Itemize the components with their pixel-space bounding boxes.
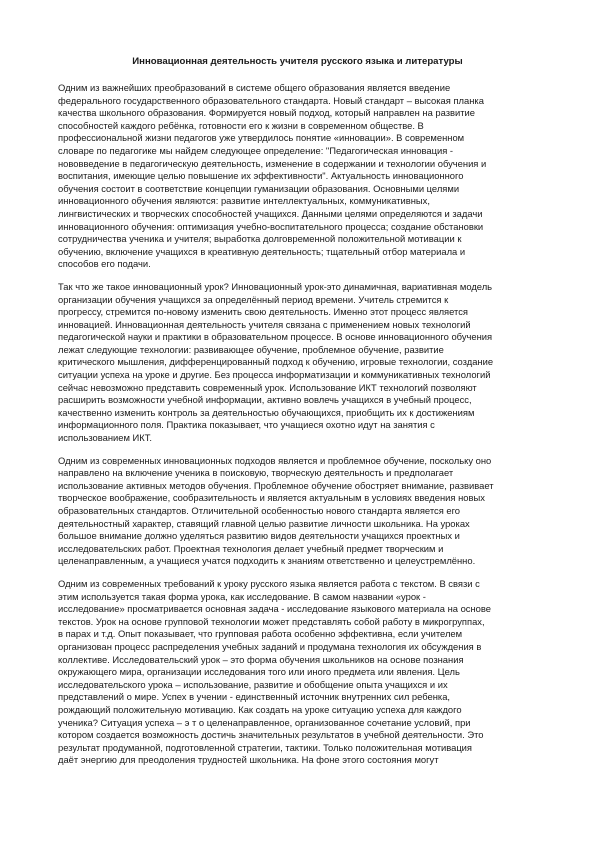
- paragraph-1: Одним из важнейших преобразований в системе общего образования является введение федерального государственного образовательного стандарта. Новый стандарт – высокая планка качества школьного образования. Формируется новый подход, который направлен на развитие способностей каждого ребёнка, готовности его к жизни в современном обществе. В профессиональной жизни педагогов уже утвердилось понятие «инновации». В современном словаре по педагогике мы найдем следующее определение: "Педагогическая инновация - нововведение в педагогическую деятельность, изменение в содержании и технологии обучения и воспитания, имеющие целью повышение их эффективности". Актуальность инновационного обучения состоит в соответствие концепции гуманизации образования. Основными целями инновационного обучения являются: развитие интеллектуальных, коммуникативных, лингвистических и творческих способностей учащихся. Данными целями определяются и задачи инновационного обучения: оптимизация учебно-воспитательного процесса; создание обстановки сотрудничества ученика и учителя; выработка долговременной положительной мотивации к обучению, включение учащихся в креативную деятельность; тщательный отбор материала и способов его подачи.: [58, 82, 487, 270]
- paragraph-4: Одним из современных требований к уроку русского языка является работа с текстом. В связи с этим используется такая форма урока, как исследование. В самом названии «урок - исследование» просматривается основная задача - исследование языкового материала на основе текстов. Урок на основе групповой технологии может представлять собой работу в микрогруппах, в парах и т.д. Опыт показывает, что групповая работа особенно эффективна, если учителем организован процесс распределения учебных заданий и продумана технология их обсуждения в коллективе. Исследовательский урок – это форма обучения школьников на основе познания окружающего мира, организации исследования того или иного предмета или явления. Цель исследовательского урока – использование, развитие и обобщение опыта учащихся и их представлений о мире. Успех в учении - единственный источник внутренних сил ребенка, рождающий положительную мотивацию. Как создать на уроке ситуацию успеха для каждого ученика? Ситуация успеха – э т о целенаправленное, организованное сочетание условий, при котором создается возможность достичь значительных результатов в учебной деятельности. Это результат продуманной, подготовленной стратегии, тактики. Только положительная мотивация даёт энергию для преодоления трудностей школьника. На фоне этого состояния могут: [58, 577, 491, 766]
- document-title: Инновационная деятельность учителя русского языка и литературы: [132, 56, 463, 67]
- paragraph-3: Одним из современных инновационных подходов является и проблемное обучение, поскольку оно направлено на включение ученика в поисковую, творческую деятельность и предполагает использование активных методов обучения. Проблемное обучение обостряет внимание, развивает творческое воображение, сообразительность и является актуальным в условиях введения новых образовательных стандартов. Отличительной особенностью нового стандарта является его деятельностный характер, ставящий главной целью развитие личности школьника. На уроках большое внимание должно уделяться развитию видов деятельности учащихся проектных и исследовательских работ. Проектная технология делает учебный предмет творческим и целенаправленным, а учащиеся учатся подходить к знаниям ответственно и целеустремлённо.: [58, 454, 494, 567]
- paragraph-2: Так что же такое инновационный урок? Инновационный урок-это динамичная, вариативная модель организации обучения учащихся за определённый период времени. Учитель стремится к прогрессу, стремится по-новому изменить свою деятельность. Именно этот процесс является инновацией. Инновационная деятельность учителя связана с применением новых технологий педагогической науки и практики в образовательном процессе. В основе инновационного обучения лежат следующие технологии: развивающее обучение, проблемное обучение, развитие критического мышления, дифференцированный подход к обучению, игровые технологии, создание ситуации успеха на уроке и другие. Без процесса информатизации и коммуникативных технологий сейчас невозможно представить современный урок. Использование ИКТ технологий позволяют расширить возможности учебной информации, активно вовлечь учащихся в учебный процесс, качественно изменить контроль за деятельностью обучающихся, приобщить их к достижениям информационного поля. Практика показывает, что учащиеся охотно идут на занятия с использованием ИКТ.: [58, 280, 494, 444]
